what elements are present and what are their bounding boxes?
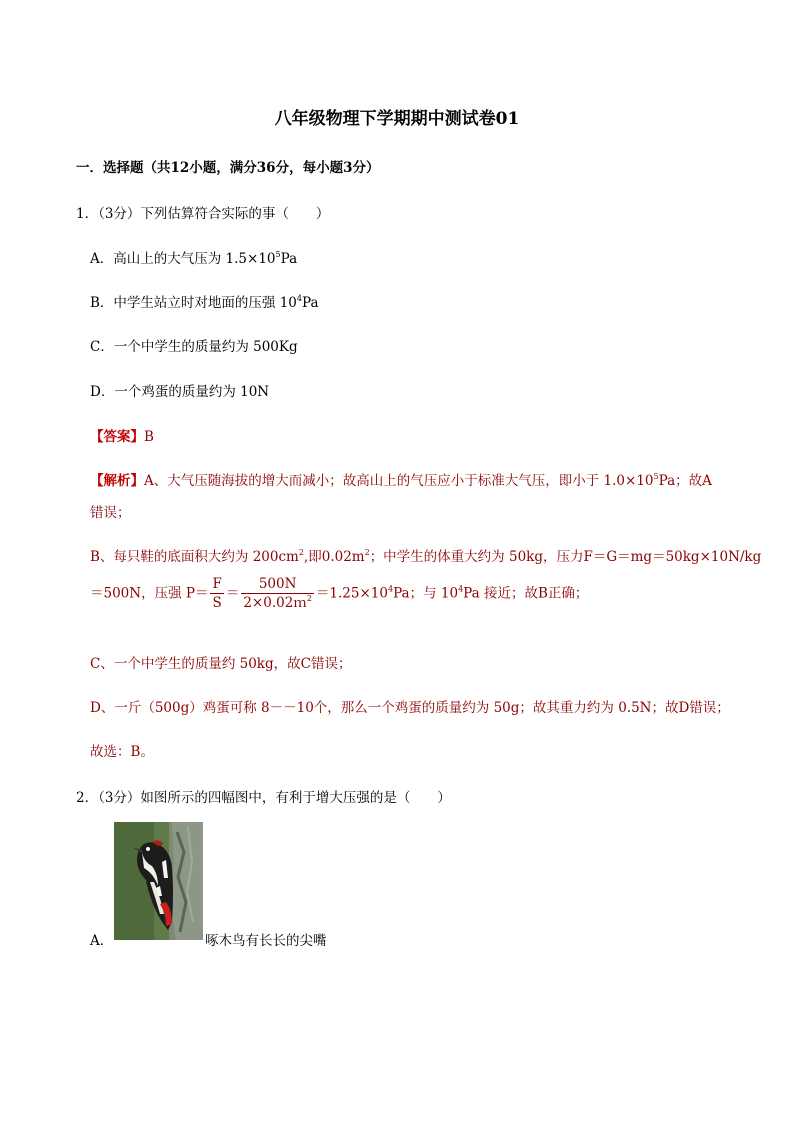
option-a-text: A．高山上的大气压为 1.5×10 bbox=[90, 251, 276, 267]
analysis-b-result: ＝1.25×10 bbox=[315, 585, 388, 602]
question-1-option-c: C．一个中学生的质量约为 500Kg bbox=[90, 339, 298, 355]
fraction-denominator-area bbox=[241, 594, 314, 612]
page-title: 八年级物理下学期期中测试卷01 bbox=[274, 109, 520, 129]
question-1-option-d: D．一个鸡蛋的质量约为 10N bbox=[90, 384, 270, 400]
question-2-stem: 2．（3分）如图所示的四幅图中，有利于增大压强的是（ ） bbox=[76, 790, 451, 806]
option-b-unit: Pa bbox=[301, 295, 319, 311]
denominator-exponent: 2 bbox=[306, 594, 312, 603]
analysis-b-line-2 bbox=[90, 576, 588, 612]
fraction-denominator-s: S bbox=[212, 595, 222, 611]
analysis-b-conclusion: Pa 接近；故B正确； bbox=[463, 585, 589, 602]
analysis-a-tail: Pa；故A bbox=[658, 473, 712, 489]
analysis-b-text-3: ；中学生的体重大约为 50kg，压力F＝G＝mg＝50kg×10N/kg bbox=[369, 549, 762, 565]
analysis-tag: 【解析】 bbox=[90, 473, 144, 489]
analysis-a-text: A、大气压随海拔的增大而减小；故高山上的气压应小于标准大气压，即小于 1.0×10 bbox=[144, 473, 654, 489]
question-2-option-a-label: A． bbox=[90, 933, 114, 949]
denominator-text: 2×0.02ｍ bbox=[243, 595, 307, 611]
answer-tag: 【答案】 bbox=[90, 429, 144, 445]
analysis-b-compare: Pa；与 10 bbox=[393, 585, 459, 602]
question-2-option-a-text: 啄木鸟有长长的尖嘴 bbox=[205, 933, 327, 949]
analysis-b-text-2: ,即0.02m bbox=[303, 549, 365, 565]
analysis-line-1 bbox=[90, 469, 712, 489]
analysis-b-exponent-2: 2 bbox=[364, 548, 370, 557]
option-b-text: B．中学生站立时对地面的压强 10 bbox=[90, 295, 297, 311]
analysis-conclusion: 故选：B。 bbox=[90, 744, 154, 760]
analysis-line-2: 错误； bbox=[90, 505, 131, 521]
analysis-b-result-exponent: 4 bbox=[387, 584, 394, 594]
analysis-d-line: D、一斤（500g）鸡蛋可称 8－－10个，那么一个鸡蛋的质量约为 50g；故其重力约为 0.5N；故D错误； bbox=[90, 700, 730, 716]
fraction-f-over-s bbox=[210, 576, 223, 612]
analysis-c-line: C、一个中学生的质量约 50kg，故C错误； bbox=[90, 656, 352, 672]
analysis-b-exponent-1: 2 bbox=[298, 548, 304, 557]
analysis-b-compare-exponent: 4 bbox=[458, 584, 464, 594]
analysis-a-exponent: 5 bbox=[653, 472, 659, 481]
answer-line bbox=[90, 425, 154, 445]
analysis-b-line-1 bbox=[90, 545, 761, 565]
fraction-500n-over-area bbox=[241, 576, 314, 612]
option-b-exponent: 4 bbox=[296, 294, 302, 303]
question-1-option-a bbox=[90, 247, 297, 267]
question-1-stem: 1．（3分）下列估算符合实际的事（ ） bbox=[76, 206, 330, 222]
answer-value: B bbox=[144, 429, 154, 445]
analysis-b-pressure-label: ＝500N，压强 P＝ bbox=[90, 585, 209, 602]
section-heading: 一．选择题（共12小题，满分36分，每小题3分） bbox=[76, 160, 380, 176]
equals-sign: ＝ bbox=[225, 585, 240, 602]
option-a-unit: Pa bbox=[280, 251, 298, 267]
woodpecker-image bbox=[114, 822, 203, 940]
analysis-b-text-1: B、每只鞋的底面积大约为 200cm bbox=[90, 549, 299, 565]
question-1-option-b bbox=[90, 291, 319, 311]
fraction-numerator-f: F bbox=[212, 576, 222, 592]
option-a-exponent: 5 bbox=[275, 250, 281, 259]
fraction-numerator-500n: 500N bbox=[241, 576, 314, 594]
